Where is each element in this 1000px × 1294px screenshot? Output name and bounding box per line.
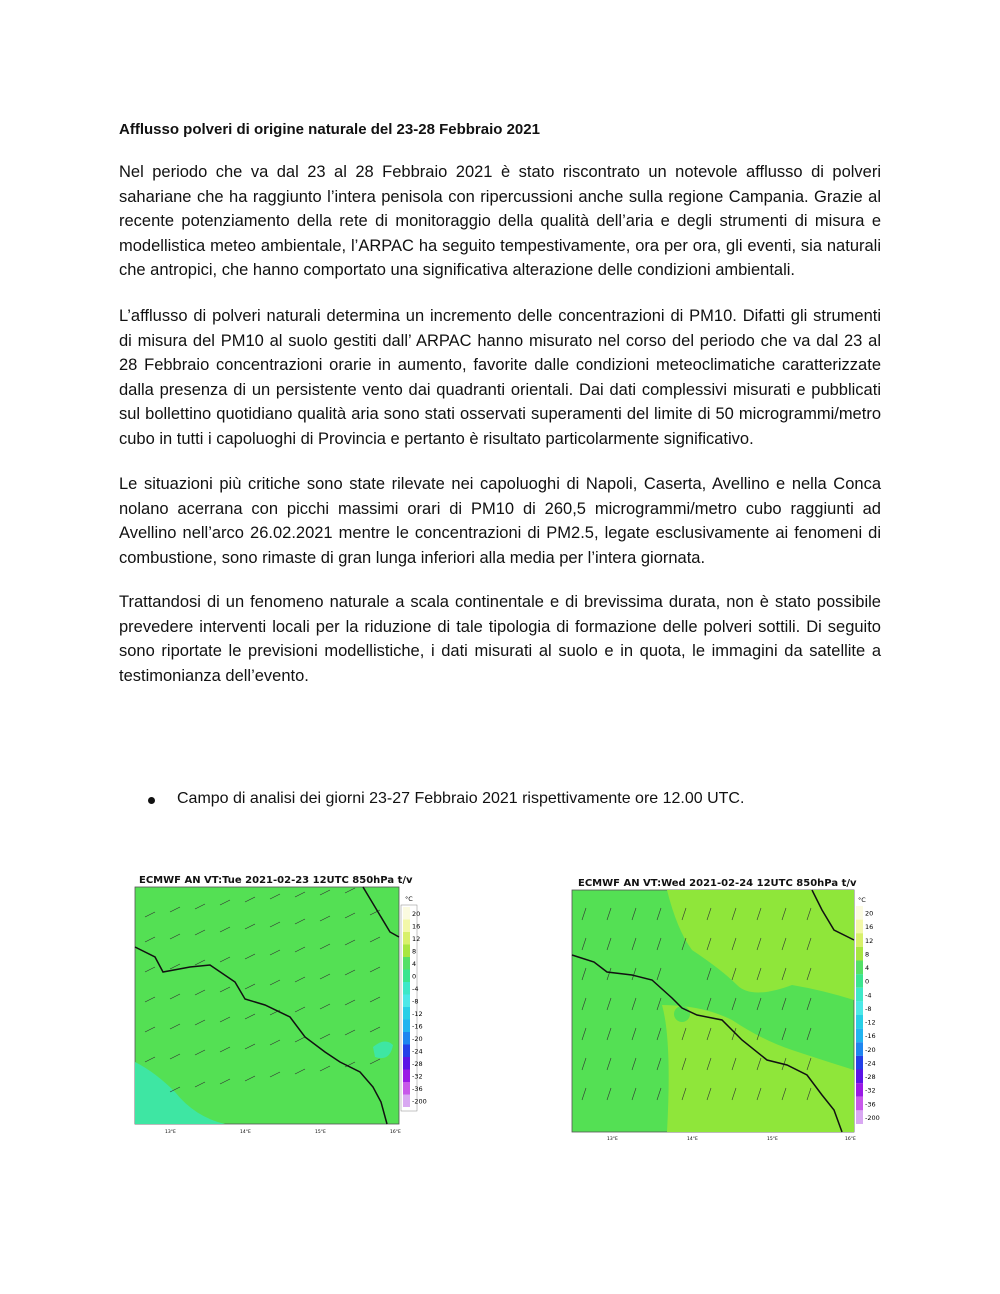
legend-swatch [403,1007,410,1020]
x-tick: 16°E [390,1130,401,1135]
legend-swatch [403,970,410,983]
legend-swatch [856,1015,863,1029]
map-title: ECMWF AN VT:Wed 2021-02-24 12UTC 850hPa t/v [578,878,857,889]
legend-label: -36 [865,1100,876,1109]
map-title: ECMWF AN VT:Tue 2021-02-23 12UTC 850hPa t/v [139,875,413,886]
legend-label: -4 [865,991,872,1000]
paragraph-2: L’afflusso di polveri naturali determina un incremento delle concentrazioni di PM10. Difatti gli strumenti di misura del PM10 al suolo gestiti dall’ ARPAC hanno misurato nel corso del periodo che va dal 23 al 28 Febbraio concentrazioni orarie in aumento, favorite dalle condizioni meteoclimatiche caratterizzate dalla presenza di un persistente vento dai quadranti orientali. Dai dati complessivi misurati e pubblicati sul bollettino quotidiano qualità aria sono stati osservati superamenti del limite di 50 microgrammi/metro cubo in tutti i capoluoghi di Provincia e pertanto è risultato particolarmente significativo. [119,307,881,448]
legend-swatch [403,920,410,933]
legend-swatch [403,1082,410,1095]
x-tick: 13°E [607,1137,618,1142]
legend-swatch [856,988,863,1002]
legend-label: -4 [412,984,419,993]
legend-swatch [856,1001,863,1015]
legend-swatch [856,961,863,975]
legend-swatch [403,995,410,1008]
x-tick: 15°E [767,1137,778,1142]
legend-swatch [856,1110,863,1124]
legend-swatch [856,906,863,920]
legend-swatch [856,1083,863,1097]
legend-swatch [856,933,863,947]
legend-swatch [403,907,410,920]
legend-label: 12 [865,936,874,945]
map-figure-2 [572,878,880,1142]
legend-label: -20 [865,1045,876,1054]
legend-label: -36 [412,1084,423,1093]
x-tick: 14°E [687,1137,698,1142]
legend-label: 16 [865,923,874,932]
legend-label: 20 [412,909,421,918]
legend-label: -16 [865,1032,876,1041]
legend-label: -12 [865,1018,876,1027]
legend-label: 8 [865,950,870,959]
x-tick: 16°E [845,1137,856,1142]
legend-swatch [856,1070,863,1084]
bullet-item: Campo di analisi dei giorni 23-27 Febbraio 2021 rispettivamente ore 12.00 UTC. [177,790,745,807]
legend-label: -8 [865,1004,872,1013]
legend-swatch [856,1042,863,1056]
x-tick: 15°E [315,1130,326,1135]
legend-swatch [856,1029,863,1043]
legend-label: 0 [865,977,870,986]
x-tick: 13°E [165,1130,176,1135]
legend-swatch [403,982,410,995]
legend-label: 0 [412,972,417,981]
legend-swatch [403,1057,410,1070]
legend-label: 16 [412,922,421,931]
legend-label: -24 [865,1059,876,1068]
paragraph-1: Nel periodo che va dal 23 al 28 Febbraio 2021 è stato riscontrato un notevole afflusso di polveri sahariane che ha raggiunto l’intera penisola con ripercussioni anche sulla regione Campania. Grazie al recente potenziamento della rete di monitoraggio della qualità dell’aria e degli strumenti di misura e modellistica meteo ambientale, l’ARPAC ha seguito tempestivamente, ora per ora, gli eventi, sia naturali che antropici, che hanno comportato una significativa alterazione delle condizioni ambientali. [119,163,881,280]
legend-label: -8 [412,997,419,1006]
map-2-svg [572,890,880,1142]
legend-label: -16 [412,1022,423,1031]
map-figure-1 [135,875,435,1135]
map-1-svg [135,887,435,1137]
document-heading: Afflusso polveri di origine naturale del 23-28 Febbraio 2021 [119,121,540,138]
legend-swatch [403,1070,410,1083]
legend-swatch [403,1020,410,1033]
paragraph-3: Le situazioni più critiche sono state rilevate nei capoluoghi di Napoli, Caserta, Avellino e nella Conca nolano acerrana con picchi massimi orari di PM10 di 260,5 microgrammi/metro cubo raggiunti ad Avellino nell’arco 26.02.2021 mentre le concentrazioni di PM2.5, legate esclusivamente ai fenomeni di combustione, sono rimaste di gran lunga inferiori alla media per l’intera giornata. [119,475,881,567]
legend-swatch [856,974,863,988]
legend-label: 20 [865,909,874,918]
legend-swatch [856,1097,863,1111]
legend-label: 12 [412,934,421,943]
legend-label: -200 [412,1097,427,1106]
x-tick: 14°E [240,1130,251,1135]
legend-swatch [403,1095,410,1108]
legend-label: -32 [865,1086,876,1095]
legend-label: -20 [412,1034,423,1043]
legend-swatch [403,945,410,958]
legend-swatch [403,1032,410,1045]
paragraph-4: Trattandosi di un fenomeno naturale a scala continentale e di brevissima durata, non è stato possibile prevedere interventi locali per la riduzione di tale tipologia di formazione delle polveri sottili. Di seguito sono riportate le previsioni modellistiche, i dati misurati al suolo e in quota, le immagini da satellite a testimonianza dell’evento. [119,593,881,685]
bullet-dot-icon [148,797,155,804]
legend-label: -200 [865,1113,880,1122]
legend-unit: °C [405,895,413,903]
legend-label: 4 [865,964,870,973]
legend-label: -12 [412,1009,423,1018]
legend-swatch [856,920,863,934]
legend-label: -28 [865,1073,876,1082]
legend-label: -28 [412,1059,423,1068]
legend-label: -24 [412,1047,423,1056]
legend-swatch [403,932,410,945]
legend-swatch [403,1045,410,1058]
legend-label: 8 [412,947,417,956]
legend-unit: °C [858,896,866,904]
legend-label: 4 [412,959,417,968]
legend-label: -32 [412,1072,423,1081]
legend-swatch [856,947,863,961]
legend-swatch [403,957,410,970]
legend-swatch [856,1056,863,1070]
